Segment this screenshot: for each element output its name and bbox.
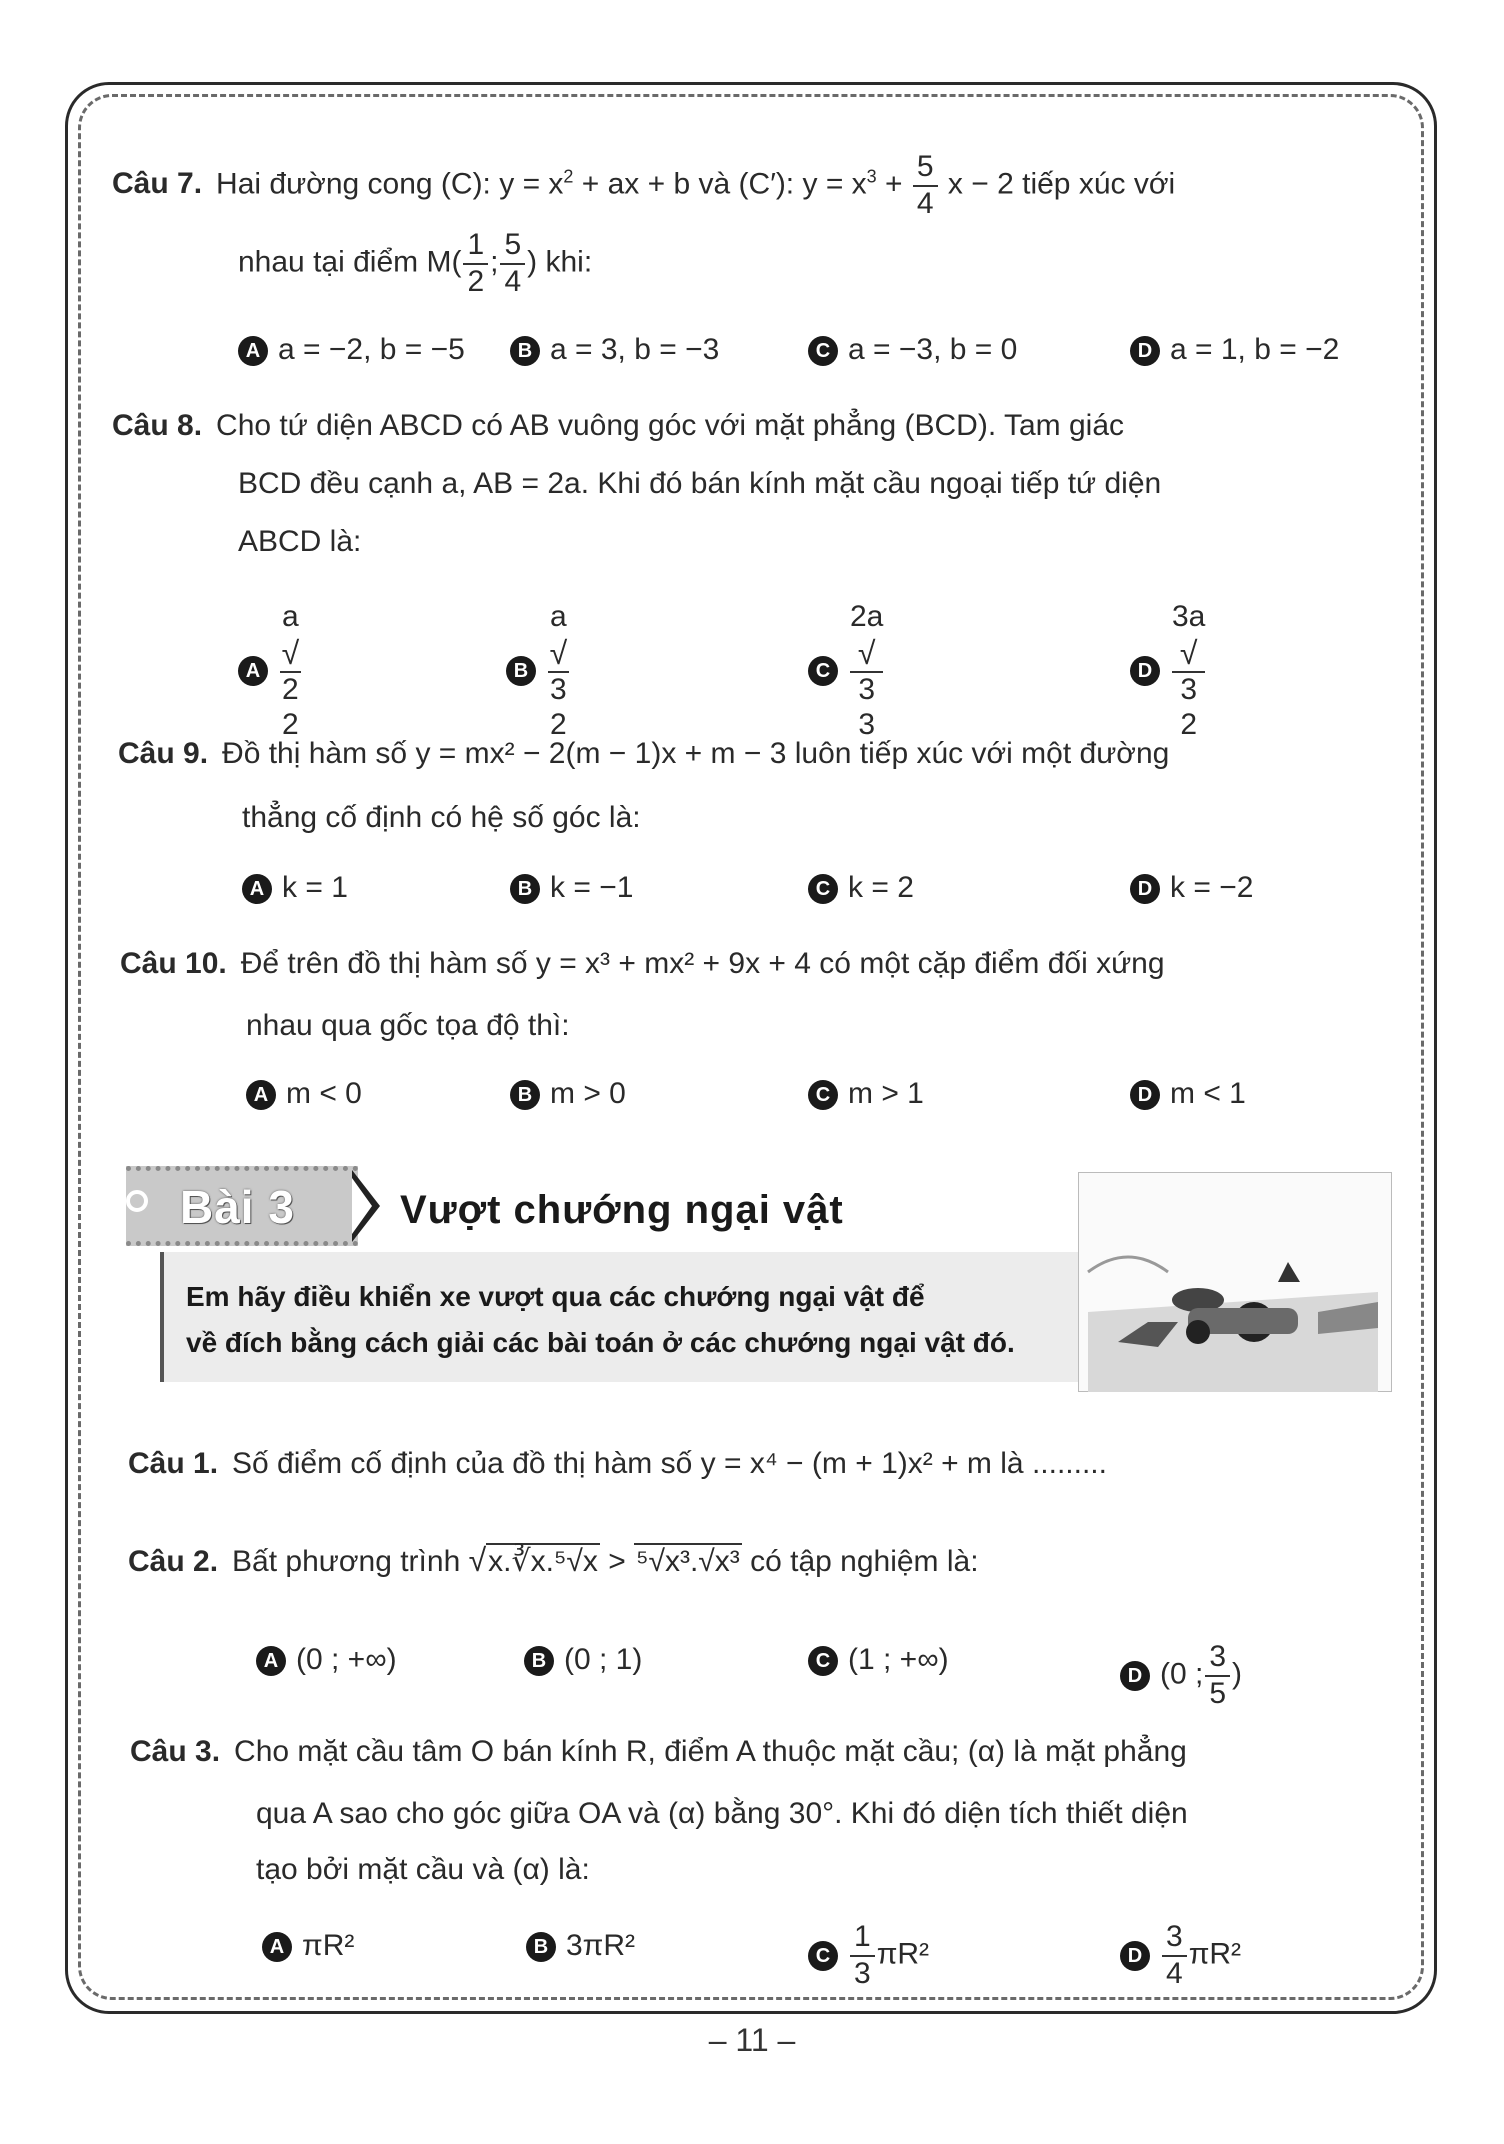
fraction: $\frac{3}{4}$ bbox=[1162, 1920, 1187, 1991]
option-a-icon: A bbox=[238, 656, 268, 686]
option-d-icon: D bbox=[1130, 874, 1160, 904]
question-7-line2: nhau tại điểm M( $\frac{1}{2}$ ; $\frac{5}{4}$ ) khi: bbox=[238, 228, 593, 298]
fraction: a √ 2 2 bbox=[281, 600, 300, 741]
chevron-inner bbox=[352, 1178, 372, 1234]
q8-option-d[interactable] bbox=[1130, 600, 1207, 742]
q7-option-b[interactable]: B a = 3, b = −3 bbox=[510, 332, 719, 368]
q10-option-a[interactable]: A m < 0 bbox=[246, 1076, 362, 1112]
bai3-question-3-line2: qua A sao cho góc giữa OA và (α) bằng 30°. Khi đó diện tích thiết diện bbox=[256, 1797, 1188, 1830]
bai3-question-3-line3: tạo bởi mặt cầu và (α) là: bbox=[256, 1853, 590, 1886]
option-d-icon: D bbox=[1130, 656, 1160, 686]
fraction: $\frac{3}{5}$ bbox=[1205, 1640, 1230, 1711]
b3q3-option-a[interactable]: A πR² bbox=[262, 1928, 354, 1964]
b3q3-option-c[interactable]: C $\frac{1}{3}$ πR² bbox=[808, 1920, 929, 1991]
fraction: $\frac{5}{4}$ bbox=[913, 150, 938, 221]
q8-option-b[interactable] bbox=[506, 600, 571, 742]
option-d-icon: D bbox=[1130, 1080, 1160, 1110]
q10-option-c[interactable]: C m > 1 bbox=[808, 1076, 924, 1112]
fraction: a √ 3 2 bbox=[549, 600, 568, 741]
b3q2-option-d[interactable]: D (0 ; $\frac{3}{5}$ ) bbox=[1120, 1640, 1242, 1711]
bai3-question-3-line1: Câu 3. Cho mặt cầu tâm O bán kính R, điểm A thuộc mặt cầu; (α) là mặt phẳng bbox=[130, 1735, 1187, 1768]
fraction: 2a √ 3 3 bbox=[850, 600, 884, 741]
q7-option-a[interactable]: A a = −2, b = −5 bbox=[238, 332, 465, 368]
q9-option-c[interactable]: C k = 2 bbox=[808, 870, 914, 906]
option-c-icon: C bbox=[808, 1080, 838, 1110]
option-c-icon: C bbox=[808, 656, 838, 686]
b3q2-option-b[interactable]: B (0 ; 1) bbox=[524, 1642, 642, 1678]
q9-option-b[interactable]: B k = −1 bbox=[510, 870, 633, 906]
q10-option-d[interactable]: D m < 1 bbox=[1130, 1076, 1246, 1112]
bai3-question-1: Câu 1. Số điểm cố định của đồ thị hàm số y = x⁴ − (m + 1)x² + m là ......... bbox=[128, 1447, 1107, 1480]
option-b-icon: B bbox=[510, 1080, 540, 1110]
q8-option-c[interactable] bbox=[808, 600, 885, 742]
fraction: 3a √ 3 2 bbox=[1172, 600, 1206, 741]
fraction: $\frac{5}{4}$ bbox=[500, 228, 525, 299]
option-a-icon: A bbox=[256, 1646, 286, 1676]
b3q2-option-c[interactable]: C (1 ; +∞) bbox=[808, 1642, 949, 1678]
option-b-icon: B bbox=[506, 656, 536, 686]
q10-option-b[interactable]: B m > 0 bbox=[510, 1076, 626, 1112]
bai3-description: Em hãy điều khiển xe vượt qua các chướng ngại vật để về đích bằng cách giải các bài toán ở các chướng ngại vật đó. bbox=[186, 1281, 1015, 1358]
option-c-icon: C bbox=[808, 336, 838, 366]
bai3-question-2: Câu 2. Bất phương trình √x.∛x.⁵√x > ⁵√x³.√x³ có tập nghiệm là: bbox=[128, 1542, 979, 1578]
option-c-icon: C bbox=[808, 1646, 838, 1676]
q8-option-a[interactable] bbox=[238, 600, 303, 742]
question-8-line2: BCD đều cạnh a, AB = 2a. Khi đó bán kính mặt cầu ngoại tiếp tứ diện bbox=[238, 467, 1162, 500]
bai3-title: Vượt chướng ngại vật bbox=[400, 1188, 844, 1232]
fraction: $\frac{1}{2}$ bbox=[463, 228, 488, 299]
b3q2-option-a[interactable]: A (0 ; +∞) bbox=[256, 1642, 397, 1678]
option-c-icon: C bbox=[808, 874, 838, 904]
b3q3-option-b[interactable]: B 3πR² bbox=[526, 1928, 635, 1964]
question-8-line3: ABCD là: bbox=[238, 525, 362, 558]
question-9-line2: thẳng cố định có hệ số góc là: bbox=[242, 801, 641, 834]
option-b-icon: B bbox=[510, 336, 540, 366]
option-d-icon: D bbox=[1120, 1941, 1150, 1971]
option-d-icon: D bbox=[1120, 1661, 1150, 1691]
q7-option-d[interactable]: D a = 1, b = −2 bbox=[1130, 332, 1339, 368]
page-number: – 11 – bbox=[708, 2022, 796, 2058]
bai3-label: Bài 3 bbox=[180, 1181, 295, 1233]
option-a-icon: A bbox=[242, 874, 272, 904]
option-a-icon: A bbox=[238, 336, 268, 366]
q9-option-d[interactable]: D k = −2 bbox=[1130, 870, 1253, 906]
question-7-line1: Câu 7. Hai đường cong (C): $y = x^2$ + ax + b và (C′): $y = x^3$ + $\frac{5}{4}$ x − 2 tiếp xúc với bbox=[112, 150, 1176, 220]
page-frame-dashed bbox=[78, 94, 1424, 2000]
question-8-line1: Câu 8. Cho tứ diện ABCD có AB vuông góc với mặt phẳng (BCD). Tam giác bbox=[112, 409, 1124, 442]
question-9-line1: Câu 9. Đồ thị hàm số y = mx² − 2(m − 1)x + m − 3 luôn tiếp xúc với một đường bbox=[118, 737, 1170, 770]
q9-option-a[interactable]: A k = 1 bbox=[242, 870, 348, 906]
option-a-icon: A bbox=[246, 1080, 276, 1110]
option-c-icon: C bbox=[808, 1941, 838, 1971]
question-10-line2: nhau qua gốc tọa độ thì: bbox=[246, 1009, 570, 1042]
race-car-illustration bbox=[1078, 1172, 1392, 1392]
option-b-icon: B bbox=[526, 1932, 556, 1962]
question-10-line1: Câu 10. Để trên đồ thị hàm số y = x³ + mx² + 9x + 4 có một cặp điểm đối xứng bbox=[120, 947, 1165, 980]
option-b-icon: B bbox=[510, 874, 540, 904]
ring-icon bbox=[126, 1190, 148, 1212]
q7-option-c[interactable]: C a = −3, b = 0 bbox=[808, 332, 1017, 368]
b3q3-option-d[interactable]: D $\frac{3}{4}$ πR² bbox=[1120, 1920, 1241, 1991]
option-d-icon: D bbox=[1130, 336, 1160, 366]
option-b-icon: B bbox=[524, 1646, 554, 1676]
fraction: $\frac{1}{3}$ bbox=[850, 1920, 875, 1991]
option-a-icon: A bbox=[262, 1932, 292, 1962]
